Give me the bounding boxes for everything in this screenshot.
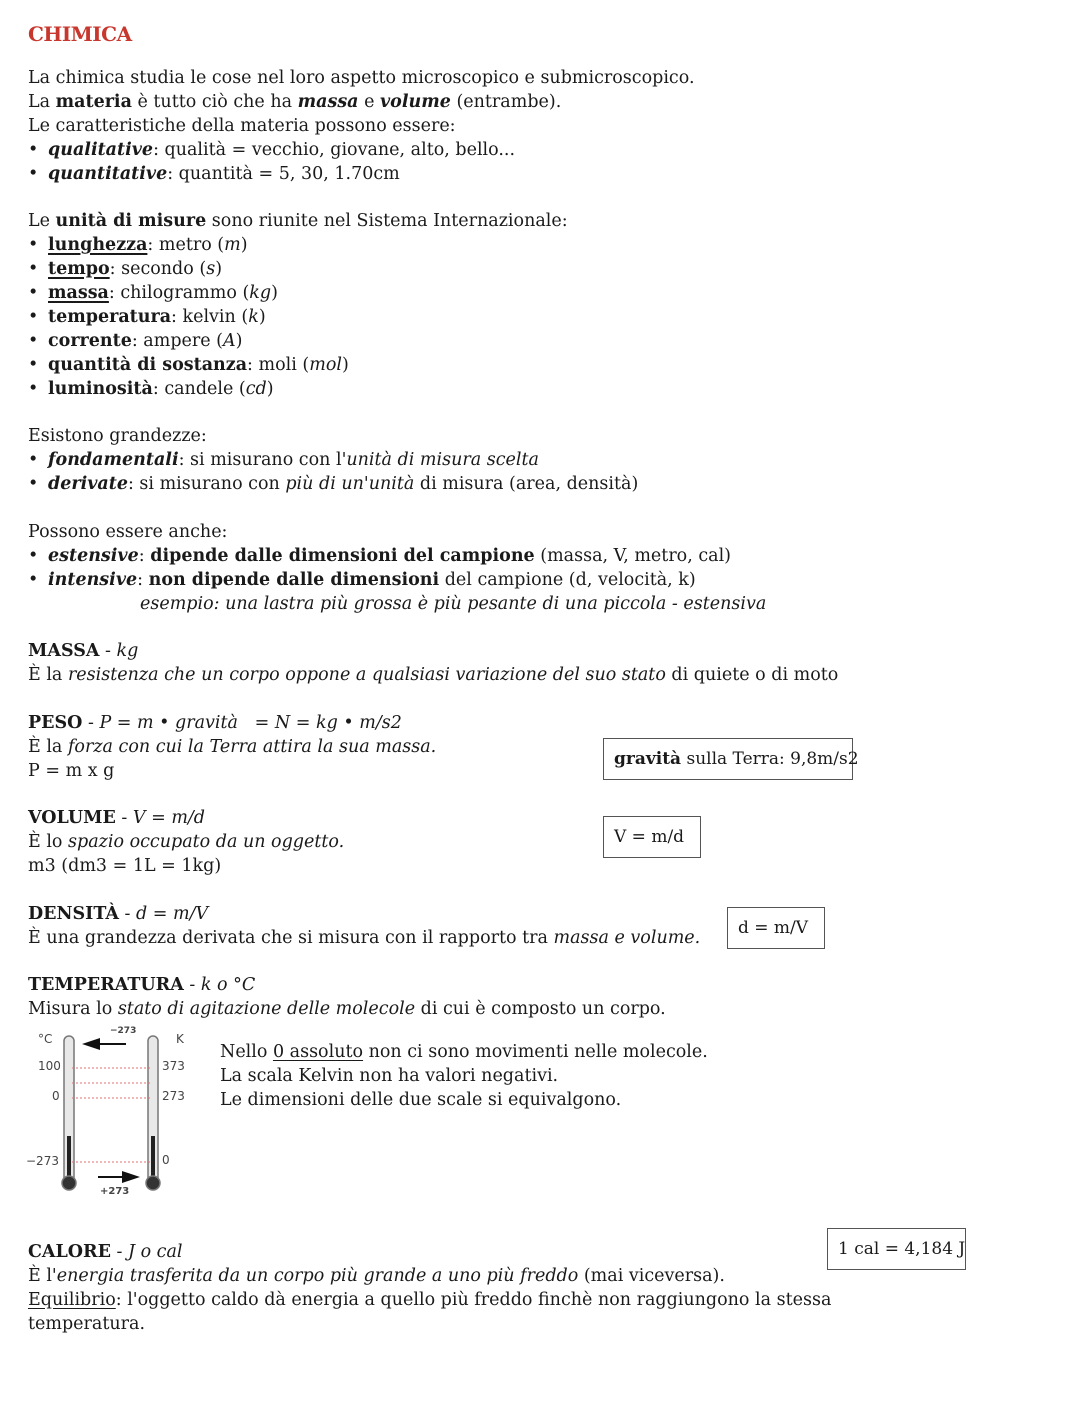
- text: La: [28, 92, 56, 112]
- celsius-tick: −273: [26, 1154, 59, 1168]
- list-item-si: [28, 257, 222, 281]
- text: sulla Terra: 9,8m/s2: [681, 749, 859, 769]
- si-intro: [28, 209, 568, 233]
- list-item-si: [28, 305, 266, 329]
- heading: VOLUME: [28, 808, 116, 828]
- term: quantità di sostanza: [48, 355, 248, 375]
- term: quantitative: [48, 164, 168, 184]
- volume-formula-box: V = m/d: [603, 816, 701, 858]
- text: : si misurano con: [127, 474, 286, 494]
- zero-absolute-note: [220, 1040, 708, 1064]
- term: lunghezza: [48, 235, 148, 255]
- unit: A: [223, 331, 236, 351]
- unit: s: [206, 259, 216, 279]
- thermometer-graphic: [24, 1026, 194, 1202]
- calorie-conversion-box: 1 cal = 4,184 J: [827, 1228, 966, 1270]
- formula: d = m/V: [136, 904, 209, 924]
- text: : quantità = 5, 30, 1.70cm: [167, 164, 400, 184]
- text: di quiete o di moto: [665, 665, 839, 685]
- text: resistenza che un corpo oppone a qualsiasi variazione del suo stato: [67, 665, 666, 685]
- formula: P = m • gravità = N = kg • m/s2: [99, 713, 402, 733]
- densita-definition: [28, 926, 700, 950]
- text: energia trasferita da un corpo più grande a uno più freddo: [56, 1266, 579, 1286]
- temperatura-definition: [28, 997, 666, 1021]
- text: (entrambe).: [450, 92, 562, 112]
- text: Nello: [220, 1042, 273, 1062]
- list-item-si: [28, 233, 248, 257]
- heading: TEMPERATURA: [28, 975, 184, 995]
- text: : chilogrammo (: [108, 283, 250, 303]
- text: : moli (: [247, 355, 310, 375]
- text: Misura lo: [28, 999, 118, 1019]
- text: ): [215, 259, 223, 279]
- text: non dipende dalle dimensioni: [148, 570, 440, 590]
- unit: kg: [249, 283, 272, 303]
- term-volume: volume: [380, 92, 451, 112]
- peso-definition: [28, 735, 436, 759]
- volume-definition: [28, 830, 344, 854]
- intro-line-3: Le caratteristiche della materia possono essere:: [28, 116, 456, 136]
- unit: mol: [309, 355, 342, 375]
- text: : kelvin (: [171, 307, 249, 327]
- heading: PESO: [28, 713, 83, 733]
- text: : qualità = vecchio, giovane, alto, bello...: [153, 140, 516, 160]
- list-item-si: [28, 353, 349, 377]
- text: stato di agitazione delle molecole: [117, 999, 416, 1019]
- text: -: [118, 904, 137, 924]
- text: : secondo (: [109, 259, 207, 279]
- text: -: [99, 641, 117, 661]
- text: : metro (: [147, 235, 225, 255]
- heading: DENSITÀ: [28, 904, 119, 924]
- text: È la: [28, 737, 68, 757]
- thermometer-diagram: [24, 1026, 194, 1202]
- text: gravità: [614, 749, 682, 769]
- term: fondamentali: [48, 450, 179, 470]
- intro-line-1: La chimica studia le cose nel loro aspetto microscopico e submicroscopico.: [28, 68, 695, 88]
- kelvin-tick: 0: [162, 1153, 170, 1167]
- text: non ci sono movimenti nelle molecole.: [363, 1042, 708, 1062]
- text: ): [240, 235, 248, 255]
- text: più di un'unità: [285, 474, 415, 494]
- text: unità di misura scelta: [346, 450, 539, 470]
- term: derivate: [48, 474, 128, 494]
- density-formula-box: d = m/V: [727, 907, 825, 949]
- kelvin-unit-label: K: [176, 1032, 184, 1046]
- equilibrio-line-2: temperatura.: [28, 1314, 146, 1334]
- text: è tutto ciò che ha: [131, 92, 298, 112]
- text: : l'oggetto caldo dà energia a quello più freddo finchè non raggiungono la stessa: [115, 1290, 832, 1310]
- kelvin-note: La scala Kelvin non ha valori negativi.: [220, 1066, 559, 1086]
- text: :: [138, 546, 151, 566]
- celsius-tick: 100: [38, 1059, 61, 1073]
- celsius-tick: 0: [52, 1089, 60, 1103]
- top-arrow-label: −273: [110, 1026, 137, 1036]
- section-heading-densita: [28, 902, 208, 926]
- text: di cui è composto un corpo.: [415, 999, 666, 1019]
- kelvin-tick: 273: [162, 1089, 185, 1103]
- term: temperatura: [48, 307, 172, 327]
- term: massa: [48, 283, 109, 303]
- text: ): [235, 331, 243, 351]
- section-heading-massa: [28, 639, 138, 663]
- list-item-intensive: [28, 568, 696, 592]
- list-item-derivate: [28, 472, 638, 496]
- text: ): [271, 283, 278, 303]
- bottom-arrow-label: +273: [100, 1186, 130, 1197]
- unit: m: [224, 235, 241, 255]
- text: È lo: [28, 832, 69, 852]
- term-materia: materia: [55, 92, 132, 112]
- text: : si misurano con l': [178, 450, 347, 470]
- text: dipende dalle dimensioni del campione: [150, 546, 535, 566]
- list-item-qualitative: [28, 138, 515, 162]
- example-text: [140, 592, 766, 616]
- equilibrio-line: [28, 1288, 831, 1312]
- list-item-si: [28, 329, 242, 353]
- section-heading-temperatura: [28, 973, 255, 997]
- section-heading-calore: [28, 1240, 183, 1264]
- tipi-intro: Possono essere anche:: [28, 522, 228, 542]
- text: massa e volume.: [553, 928, 701, 948]
- unit: k: [248, 307, 259, 327]
- term: qualitative: [48, 140, 154, 160]
- term: 0 assoluto: [272, 1042, 364, 1062]
- text: di misura (area, densità): [414, 474, 639, 494]
- term: luminosità: [48, 379, 153, 399]
- text: Le: [28, 211, 56, 231]
- list-item-si: [28, 281, 278, 305]
- heading: CALORE: [28, 1242, 111, 1262]
- formula: J o cal: [127, 1242, 183, 1262]
- text: sono riunite nel Sistema Internazionale:: [206, 211, 568, 231]
- term: tempo: [48, 259, 110, 279]
- text: È la: [28, 665, 68, 685]
- intro-line-2: [28, 90, 561, 114]
- text: forza con cui la Terra attira la sua massa.: [67, 737, 437, 757]
- text: ): [341, 355, 349, 375]
- text: e: [358, 92, 380, 112]
- term: corrente: [48, 331, 132, 351]
- section-heading-volume: [28, 806, 205, 830]
- text: -: [110, 1242, 128, 1262]
- text: (massa, V, metro, cal): [534, 546, 731, 566]
- text: spazio occupato da un oggetto.: [68, 832, 345, 852]
- scales-note: Le dimensioni delle due scale si equivalgono.: [220, 1090, 622, 1110]
- text: -: [183, 975, 201, 995]
- term: unità di misure: [55, 211, 207, 231]
- text: ): [266, 379, 274, 399]
- text: ): [258, 307, 266, 327]
- unit: cd: [245, 379, 267, 399]
- text: del campione (d, velocità, k): [439, 570, 696, 590]
- celsius-unit-label: °C: [38, 1032, 53, 1046]
- kelvin-tick: 373: [162, 1059, 185, 1073]
- text: : ampere (: [131, 331, 224, 351]
- term: intensive: [48, 570, 138, 590]
- page-title: CHIMICA: [28, 22, 132, 46]
- list-item-fondamentali: [28, 448, 539, 472]
- text: -: [82, 713, 100, 733]
- calore-definition: [28, 1264, 725, 1288]
- term: estensive: [48, 546, 139, 566]
- formula: k o °C: [200, 975, 256, 995]
- heading: MASSA: [28, 641, 100, 661]
- list-item-estensive: [28, 544, 731, 568]
- text: È una grandezza derivata che si misura con il rapporto tra: [28, 928, 554, 948]
- term-massa: massa: [297, 92, 359, 112]
- massa-definition: [28, 663, 838, 687]
- text: È l': [28, 1266, 57, 1286]
- list-item-quantitative: [28, 162, 400, 186]
- text: : candele (: [152, 379, 246, 399]
- section-heading-peso: [28, 711, 402, 735]
- gravity-note-box: [603, 738, 859, 780]
- term: Equilibrio: [28, 1290, 116, 1310]
- text: -: [115, 808, 133, 828]
- formula: V = m/d: [132, 808, 206, 828]
- text: (mai viceversa).: [578, 1266, 725, 1286]
- text: esempio: una lastra più grossa è più pesante di una piccola - estensiva: [140, 594, 767, 614]
- volume-units: m3 (dm3 = 1L = 1kg): [28, 856, 222, 876]
- list-item-si: [28, 377, 274, 401]
- grandezze-intro: Esistono grandezze:: [28, 426, 207, 446]
- unit: kg: [116, 641, 139, 661]
- peso-formula: P = m x g: [28, 761, 115, 781]
- text: :: [137, 570, 149, 590]
